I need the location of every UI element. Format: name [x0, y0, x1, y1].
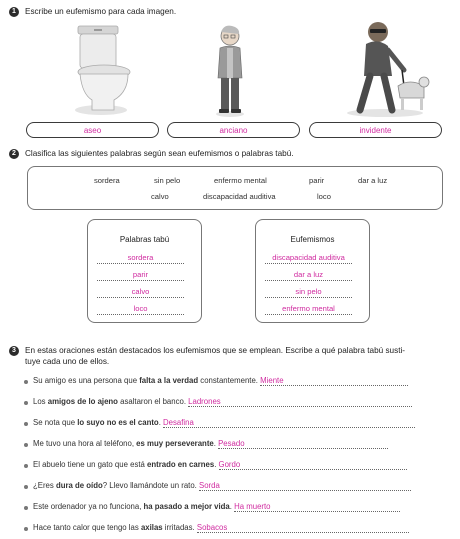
- word-bank-item: enfermo mental: [214, 176, 267, 185]
- bullet-icon: [24, 527, 28, 531]
- taboo-answer-line[interactable]: parir: [97, 270, 184, 281]
- word-bank-item: sin pelo: [154, 176, 181, 185]
- sentence-text: .: [229, 502, 232, 511]
- euphemisms-title: Eufemismos: [290, 235, 335, 244]
- exercise-3-instruction-line-1: En estas oraciones están destacados los eufemismos que se emplean. Escribe a qué palabra tabú susti-: [25, 346, 406, 355]
- answer-field-toilet[interactable]: aseo: [26, 122, 159, 138]
- exercise-3-instruction-line-2: tuye cada uno de ellos.: [25, 357, 110, 366]
- answer-line[interactable]: Sobacos: [197, 523, 409, 533]
- euphemisms-box: [255, 219, 370, 323]
- highlighted-euphemism: ha pasado a mejor vida: [143, 502, 230, 511]
- highlighted-euphemism: es muy perseverante: [136, 439, 214, 448]
- answer-line[interactable]: Miente: [260, 376, 408, 386]
- word-bank-item: parir: [309, 176, 325, 185]
- elderly-man-illustration: [210, 22, 250, 118]
- sentence-7: [33, 502, 400, 512]
- sentence-8: [33, 523, 409, 533]
- answer-line[interactable]: Desafina: [163, 418, 415, 428]
- exercise-2-instruction: Clasifica las siguientes palabras según sean eufemismos o palabras tabú.: [25, 149, 294, 158]
- sentence-text: Me tuvo una hora al teléfono,: [33, 439, 137, 448]
- bullet-icon: [24, 506, 28, 510]
- highlighted-euphemism: dura de oído: [55, 481, 103, 490]
- sentence-text: Los: [33, 397, 48, 406]
- highlighted-euphemism: falta a la verdad: [139, 376, 199, 385]
- taboo-answer-line[interactable]: loco: [97, 304, 184, 315]
- taboo-words-title: Palabras tabú: [119, 235, 170, 244]
- blind-person-with-guide-dog-illustration: [340, 18, 430, 118]
- bullet-icon: [24, 380, 28, 384]
- word-bank-item: loco: [317, 192, 331, 201]
- exercise-1-instruction: Escribe un eufemismo para cada imagen.: [25, 7, 177, 16]
- exercise-number-3: 3: [9, 346, 19, 356]
- word-bank-item: discapacidad auditiva: [203, 192, 276, 201]
- word-bank-item: dar a luz: [358, 176, 388, 185]
- sentence-text: .: [158, 418, 161, 427]
- sentence-text: ¿Eres: [33, 481, 56, 490]
- sentence-text: Este ordenador ya no funciona,: [33, 502, 144, 511]
- answer-line[interactable]: Ladrones: [188, 397, 412, 407]
- word-bank-item: calvo: [151, 192, 169, 201]
- highlighted-euphemism: amigos de lo ajeno: [47, 397, 118, 406]
- answer-field-elderly-man[interactable]: anciano: [167, 122, 300, 138]
- euphemism-answer-line[interactable]: enfermo mental: [265, 304, 352, 315]
- sentence-6: [33, 481, 411, 491]
- bullet-icon: [24, 401, 28, 405]
- sentence-text: .: [214, 460, 217, 469]
- sentence-text: irritadas.: [162, 523, 195, 532]
- sentence-5: [33, 460, 407, 470]
- answer-line[interactable]: Gordo: [219, 460, 407, 470]
- sentence-text: Su amigo es una persona que: [33, 376, 140, 385]
- sentence-text: ? Llevo llamándote un rato.: [102, 481, 197, 490]
- sentence-3: [33, 418, 415, 428]
- answer-line[interactable]: Pesado: [218, 439, 388, 449]
- word-bank-item: sordera: [94, 176, 120, 185]
- sentence-text: .: [213, 439, 216, 448]
- answer-line[interactable]: Ha muerto: [234, 502, 400, 512]
- sentence-2: [33, 397, 412, 407]
- highlighted-euphemism: axilas: [140, 523, 163, 532]
- sentence-text: El abuelo tiene un gato que está: [33, 460, 148, 469]
- euphemism-answer-line[interactable]: discapacidad auditiva: [265, 253, 352, 264]
- sentence-text: Hace tanto calor que tengo las: [33, 523, 141, 532]
- sentence-4: [33, 439, 388, 449]
- exercise-number-1: 1: [9, 7, 19, 17]
- answer-field-blind-person[interactable]: invidente: [309, 122, 442, 138]
- sentence-text: constantemente.: [198, 376, 258, 385]
- sentence-text: Se nota que: [33, 418, 78, 427]
- euphemism-answer-line[interactable]: dar a luz: [265, 270, 352, 281]
- word-bank: [27, 166, 443, 210]
- taboo-words-box: [87, 219, 202, 323]
- taboo-answer-line[interactable]: sordera: [97, 253, 184, 264]
- exercise-number-2: 2: [9, 149, 19, 159]
- sentence-text: asaltaron el banco.: [117, 397, 186, 406]
- answer-line[interactable]: Sorda: [199, 481, 411, 491]
- bullet-icon: [24, 422, 28, 426]
- taboo-answer-line[interactable]: calvo: [97, 287, 184, 298]
- bullet-icon: [24, 464, 28, 468]
- bullet-icon: [24, 485, 28, 489]
- sentence-1: [33, 376, 408, 386]
- euphemism-answer-line[interactable]: sin pelo: [265, 287, 352, 298]
- highlighted-euphemism: lo suyo no es el canto: [77, 418, 159, 427]
- bullet-icon: [24, 443, 28, 447]
- toilet-illustration: [70, 22, 132, 118]
- highlighted-euphemism: entrado en carnes: [147, 460, 215, 469]
